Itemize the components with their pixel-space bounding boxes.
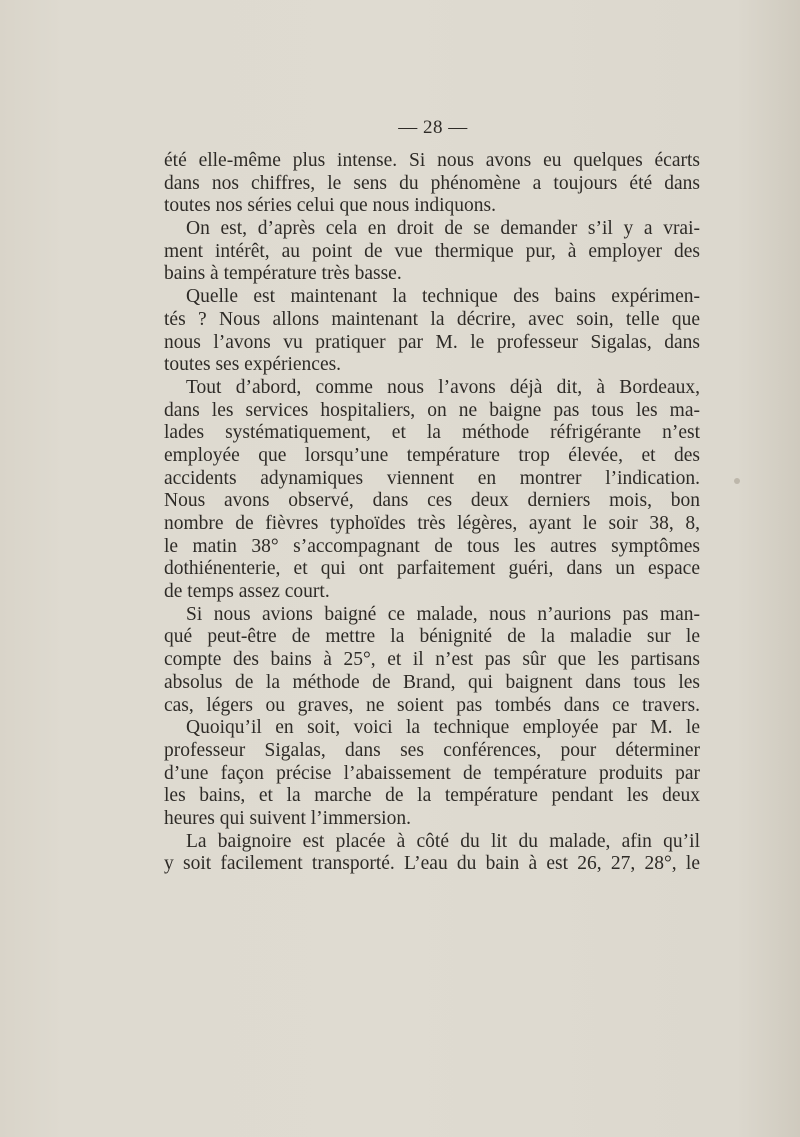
text-line: nombre de fièvres typhoïdes très légères, ayant le soir 38, 8, <box>164 513 700 534</box>
text-line: qué peut-être de mettre la bénignité de la maladie sur le <box>164 626 700 648</box>
text-line: ment intérêt, au point de vue thermique pur, à employer des <box>164 240 700 262</box>
text-line: On est, d’après cela en droit de se demander s’il y a vrai- <box>186 218 700 240</box>
body-text <box>164 150 700 876</box>
text-line: employée que lorsqu’une température trop élevée, et des <box>164 444 700 466</box>
text-line: Nous avons observé, dans ces deux derniers mois, bon <box>164 490 700 512</box>
text-line: compte des bains à 25°, et il n’est pas sûr que les partisans <box>164 649 700 671</box>
text-line: toutes ses expériences. <box>164 354 342 376</box>
text-line: Si nous avions baigné ce malade, nous n’aurions pas man- <box>186 603 700 625</box>
text-line: le matin 38° s’accompagnant de tous les autres symptômes <box>164 535 700 557</box>
text-line: absolus de la méthode de Brand, qui baignent dans tous les <box>164 671 700 693</box>
text-line: été elle-même plus intense. Si nous avons eu quelques écarts <box>164 150 700 171</box>
text-line: Tout d’abord, comme nous l’avons déjà dit, à Bordeaux, <box>186 376 700 398</box>
text-line: heures qui suivent l’immersion. <box>164 807 411 829</box>
text-line: Quelle est maintenant la technique des bains expérimen- <box>186 286 700 308</box>
text-line: lades systématiquement, et la méthode réfrigérante n’est <box>164 422 700 444</box>
text-line: Quoiqu’il en soit, voici la technique employée par M. le <box>186 717 700 739</box>
text-line: cas, légers ou graves, ne soient pas tombés dans ce travers. <box>164 694 700 716</box>
text-line: d’une façon précise l’abaissement de température produits par <box>164 762 700 784</box>
text-line: de temps assez court. <box>164 581 330 603</box>
text-line: dothiénenterie, et qui ont parfaitement guéri, dans un espace <box>164 558 700 580</box>
text-line: les bains, et la marche de la température pendant les deux <box>164 785 700 807</box>
text-line: tés ? Nous allons maintenant la décrire, avec soin, telle que <box>164 308 700 330</box>
text-line: accidents adynamiques viennent en montrer l’indication. <box>164 467 700 489</box>
text-line: dans nos chiffres, le sens du phénomène a toujours été dans <box>164 172 700 194</box>
text-line: y soit facilement transporté. L’eau du bain à est 26, 27, 28°, le <box>164 853 700 875</box>
text-line: professeur Sigalas, dans ses conférences, pour déterminer <box>164 739 700 761</box>
paper-speck <box>734 478 740 484</box>
text-line: La baignoire est placée à côté du lit du malade, afin qu’il <box>186 830 700 852</box>
text-line: nous l’avons vu pratiquer par M. le professeur Sigalas, dans <box>164 331 700 353</box>
text-line: dans les services hospitaliers, on ne baigne pas tous les ma- <box>164 399 700 421</box>
text-line: toutes nos séries celui que nous indiquons. <box>164 195 497 217</box>
page-number: — 28 — <box>398 117 468 138</box>
text-line: bains à température très basse. <box>164 263 402 285</box>
